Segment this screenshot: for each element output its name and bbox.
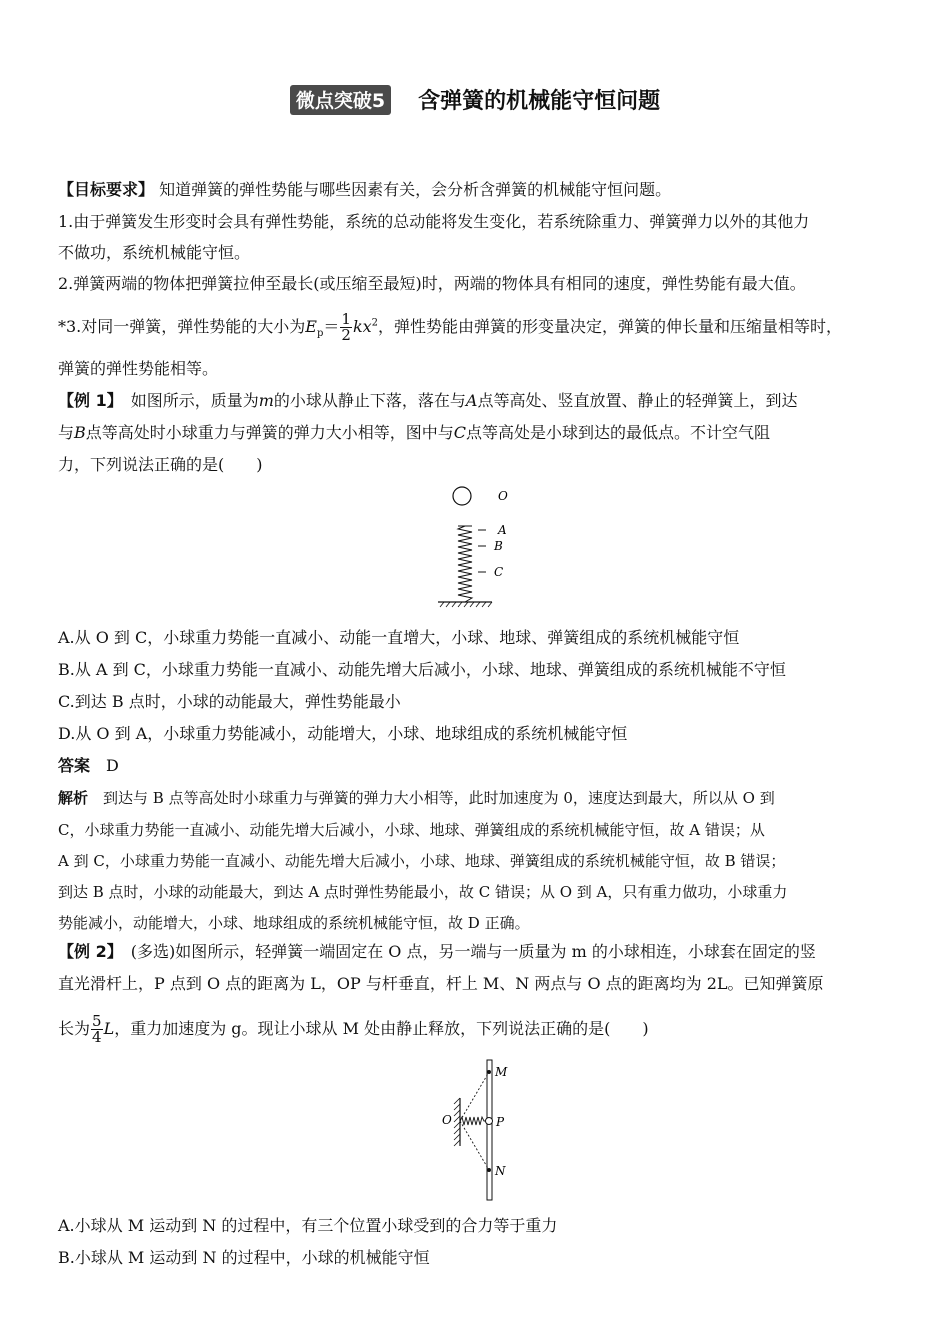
mass-symbol: m [258, 391, 274, 410]
example-2-text-1: (多选)如图所示，轻弹簧一端固定在 O 点，另一端与一质量为 m 的小球相连，小球套在固定的竖 [114, 942, 816, 961]
wall-hatch [454, 1098, 460, 1146]
point-m-dot [487, 1070, 491, 1074]
section-badge: 微点突破5 [290, 85, 391, 115]
half-fraction [340, 312, 352, 343]
dashed-on [460, 1121, 489, 1170]
page-title: 含弹簧的机械能守恒问题 [418, 89, 661, 114]
label-a: A [498, 523, 507, 537]
option-d: D.从 O 到 A，小球重力势能减小，动能增大，小球、地球组成的系统机械能守恒 [58, 724, 628, 743]
label-n: N [495, 1164, 506, 1178]
goal-line [58, 180, 898, 200]
point-1-line-1: 1.由于弹簧发生形变时会具有弹性势能，系统的总动能将发生变化，若系统除重力、弹簧弹力以外的其他力 [58, 212, 810, 231]
length-symbol: L [103, 1019, 115, 1038]
dashed-om [460, 1072, 489, 1121]
title-row [0, 84, 950, 115]
ball-p-icon [486, 1118, 493, 1125]
example-2-text-a: 长为 [58, 1019, 91, 1038]
example-2-line-1 [58, 942, 898, 962]
example-1-label: 【例 1】 [58, 391, 115, 410]
example-1-text-b: 的小球从静止下落，落在与 [273, 391, 466, 410]
example-1-text-f: 点等高处是小球到达的最低点。不计空气阻 [466, 423, 771, 442]
option-c: C.到达 B 点时，小球的动能最大，弹性势能最小 [58, 692, 401, 711]
point-1-line-2: 不做功，系统机械能守恒。 [58, 243, 251, 262]
ex2-option-b: B.小球从 M 运动到 N 的过程中，小球的机械能守恒 [58, 1248, 430, 1267]
ground-hatch [440, 602, 492, 607]
answer-line [58, 756, 898, 776]
example-1-line-1 [58, 391, 898, 411]
energy-symbol: E [305, 317, 317, 336]
label-b: B [494, 539, 503, 553]
point-3-prefix: *3.对同一弹簧，弹性势能的大小为 [58, 317, 306, 336]
ball-icon [453, 487, 471, 505]
label-c: C [494, 565, 504, 579]
goal-label: 【目标要求】 [58, 180, 155, 199]
vertical-rod [487, 1060, 492, 1200]
point-b-symbol: B [74, 423, 86, 442]
fraction-4: 4 [92, 1028, 102, 1046]
point-3-line-1 [58, 312, 898, 344]
analysis-line-5: 势能减小，动能增大，小球、地球组成的系统机械能守恒，故 D 正确。 [58, 914, 530, 932]
example-2-line-3 [58, 1014, 898, 1045]
example-2-line-2: 直光滑杆上，P 点到 O 点的距离为 L，OP 与杆垂直，杆上 M、N 两点与 O 点的距离均为 2L。已知弹簧原 [58, 974, 824, 993]
analysis-label: 解析 [58, 789, 89, 807]
energy-subscript: p [316, 328, 324, 340]
fraction-denominator: 2 [341, 326, 351, 344]
label-o: O [498, 489, 508, 503]
label-p: P [496, 1115, 505, 1129]
point-3-line-2: 弹簧的弹性势能相等。 [58, 359, 219, 378]
spring-horizontal [460, 1117, 486, 1125]
analysis-text-1: 到达与 B 点等高处时小球重力与弹簧的弹力大小相等，此时加速度为 0，速度达到最大，所以从 O 到 [103, 789, 775, 807]
example-1-text-e: 点等高处时小球重力与弹簧的弹力大小相等，图中与 [85, 423, 454, 442]
analysis-line-4: 到达 B 点时，小球的动能最大，到达 A 点时弹性势能最小，故 C 错误；从 O 到 A，只有重力做功，小球重力 [58, 883, 788, 901]
five-fourths-fraction [91, 1014, 103, 1045]
label-o2: O [442, 1113, 452, 1127]
point-n-dot [487, 1168, 491, 1172]
spring-figure [430, 482, 530, 612]
answer-label: 答案 [58, 756, 91, 775]
example-1-text-d: 与 [58, 423, 75, 442]
spring-coil [458, 526, 472, 602]
analysis-line-1 [58, 788, 898, 808]
option-a: A.从 O 到 C，小球重力势能一直减小、动能一直增大，小球、地球、弹簧组成的系统机械能守恒 [58, 628, 740, 647]
example-1-text-c: 点等高处、竖直放置、静止的轻弹簧上，到达 [477, 391, 798, 410]
ex2-option-a: A.小球从 M 运动到 N 的过程中，有三个位置小球受到的合力等于重力 [58, 1216, 558, 1235]
example-1-line-3: 力，下列说法正确的是( ) [58, 455, 263, 474]
fraction-numerator: 1 [341, 310, 351, 328]
square-exponent: 2 [371, 317, 379, 329]
rod-figure [436, 1058, 526, 1204]
point-c-symbol: C [453, 423, 467, 442]
goal-text: 知道弹簧的弹性势能与哪些因素有关，会分析含弹簧的机械能守恒问题。 [159, 180, 672, 199]
example-2-label: 【例 2】 [58, 942, 115, 961]
fraction-5: 5 [92, 1012, 102, 1030]
point-3-suffix: ，弹性势能由弹簧的形变量决定，弹簧的伸长量和压缩量相等时， [378, 317, 843, 336]
analysis-line-3: A 到 C，小球重力势能一直减小、动能先增大后减小，小球、地球、弹簧组成的系统机械能守恒，故 B 错误； [58, 852, 786, 870]
point-2: 2.弹簧两端的物体把弹簧拉伸至最长(或压缩至最短)时，两端的物体具有相同的速度，弹性势能有最大值。 [58, 274, 806, 293]
example-2-text-b: ，重力加速度为 g。现让小球从 M 处由静止释放，下列说法正确的是( ) [114, 1019, 649, 1038]
example-1-text-a: 如图所示，质量为 [114, 391, 259, 410]
analysis-line-2: C，小球重力势能一直减小、动能先增大后减小，小球、地球、弹簧组成的系统机械能守恒，故 A 错误；从 [58, 821, 765, 839]
equals-sign: ＝ [323, 317, 340, 336]
example-1-line-2 [58, 423, 898, 443]
kx-term: kx [352, 317, 372, 336]
point-a-symbol: A [465, 391, 478, 410]
answer-value: D [106, 756, 119, 775]
option-b: B.从 A 到 C，小球重力势能一直减小、动能先增大后减小，小球、地球、弹簧组成的系统机械能不守恒 [58, 660, 786, 679]
label-m: M [495, 1065, 508, 1079]
